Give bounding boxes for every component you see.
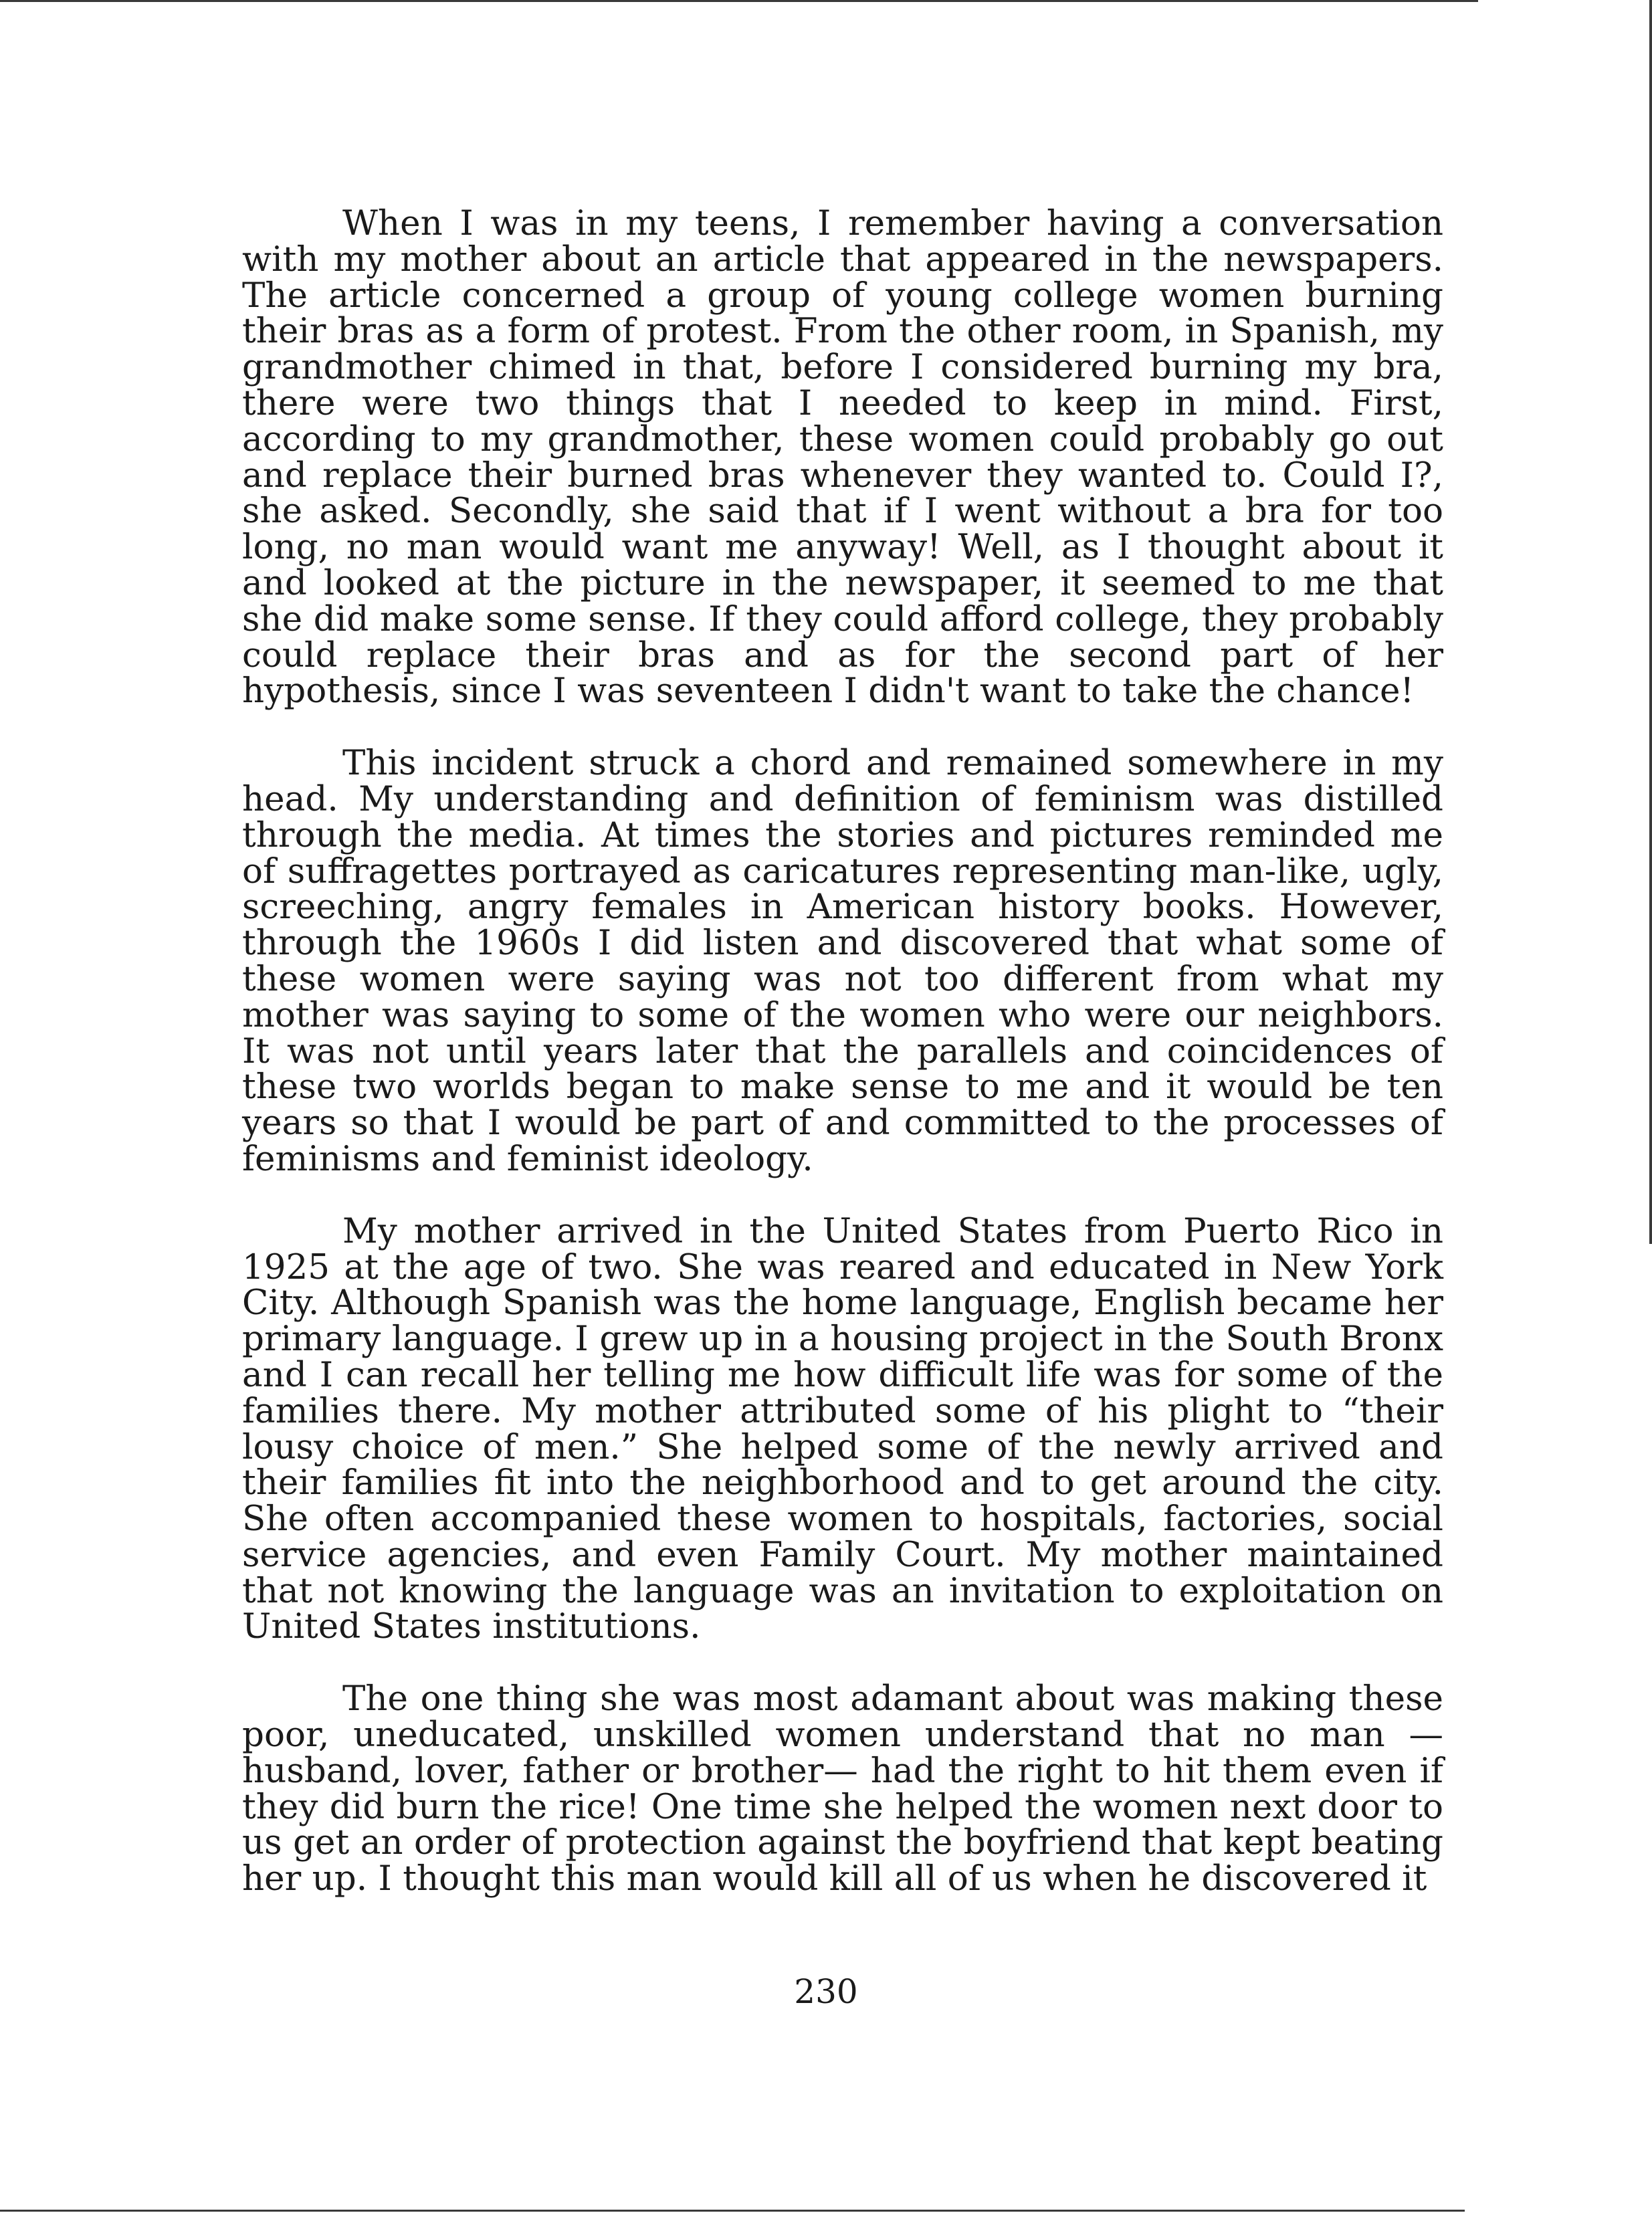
scan-border-bottom: [0, 2210, 1465, 2212]
paragraph-feminism-media: This incident struck a chord and remained somewhere in my head. My understanding and definition of feminism was distilled through the media. At times the stories and pictures reminded me of suffragettes portrayed as caricatures representing man-like, ugly, screeching, angry females in American history books. However, through the 1960s I did listen and discovered that what some of these women were saying was not too different from what my mother was saying to some of the women who were our neighbors. It was not until years later that the parallels and coincidences of these two worlds began to make sense to me and it would be ten years so that I would be part of and committed to the processes of feminisms and feminist ideology.: [242, 743, 1443, 1179]
paragraph-mother-adamant: The one thing she was most adamant about was making these poor, uneducated, unskilled women understand that no man —husband, lover, father or brother— had the right to hit them even if they did burn the rice! One time she helped the women next door to us get an order of protection against the boyfriend that kept beating her up. I thought this man would kill all of us when he discovered it: [242, 1679, 1443, 1899]
page-number: 230: [794, 1972, 858, 2011]
page-body: [242, 203, 1443, 1933]
paragraph-mother-arrival: My mother arrived in the United States from Puerto Rico in 1925 at the age of two. She was reared and educated in New York City. Although Spanish was the home language, English became her primary language. I grew up in a housing project in the South Bronx and I can recall her telling me how difficult life was for some of the families there. My mother attributed some of his plight to “their lousy choice of men.” She helped some of the newly arrived and their families fit into the neighborhood and to get around the city. She often accompanied these women to hospitals, factories, social service agencies, and even Family Court. My mother maintained that not knowing the language was an invitation to exploitation on United States institutions.: [242, 1210, 1443, 1647]
scan-border-top: [0, 0, 1478, 2]
paragraph-bra-burning: When I was in my teens, I remember having a conversation with my mother about an article that appeared in the newspapers. The article concerned a group of young college women burning their bras as a form of protest. From the other room, in Spanish, my grandmother chimed in that, before I considered burning my bra, there were two things that I needed to keep in mind. First, according to my grandmother, these women could probably go out and replace their burned bras whenever they wanted to. Could I?, she asked. Secondly, she said that if I went without a bra for too long, no man would want me anyway! Well, as I thought about it and looked at the picture in the newspaper, it seemed to me that she did make some sense. If they could afford college, they probably could replace their bras and as for the second part of her hypothesis, since I was seventeen I didn't want to take the chance!: [242, 203, 1443, 712]
scan-border-right: [1649, 0, 1652, 1244]
